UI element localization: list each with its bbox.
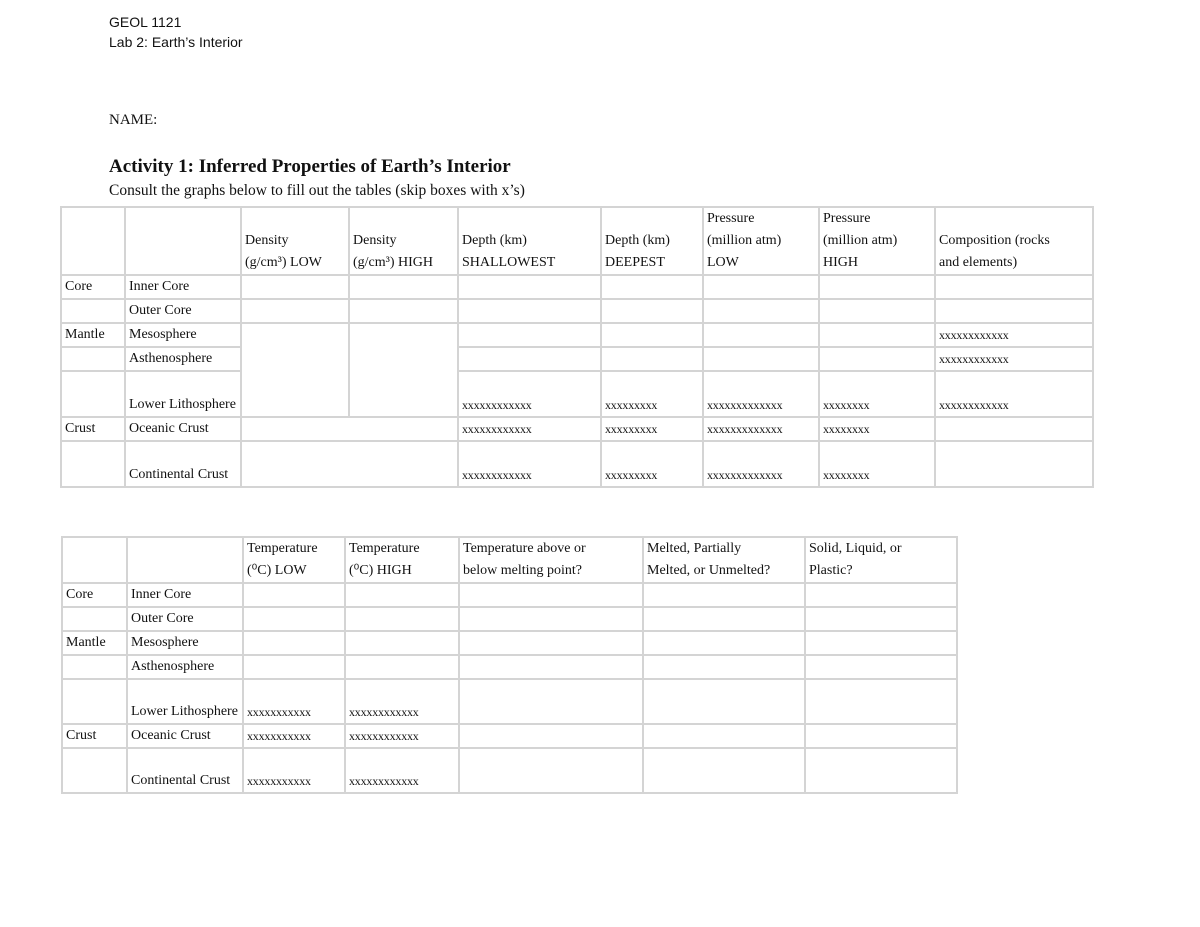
layer-label: Asthenosphere [127,655,243,679]
header-pressure-low: Pressure (million atm) LOW [703,207,819,275]
header-pressure-high: Pressure (million atm) HIGH [819,207,935,275]
layer-label: Mesosphere [127,631,243,655]
skip-cell: xxxxxxxxxxxx [345,679,459,724]
group-label-empty [61,441,125,487]
table-row [61,275,1093,299]
answer-cell[interactable] [345,607,459,631]
answer-cell[interactable] [643,631,805,655]
answer-cell[interactable] [349,323,458,417]
group-label-empty [61,299,125,323]
layer-label: Lower Lithosphere [127,679,243,724]
answer-cell[interactable] [805,583,957,607]
group-label: Core [62,583,127,607]
answer-cell[interactable] [703,299,819,323]
header-state: Solid, Liquid, or Plastic? [805,537,957,583]
layer-label: Continental Crust [125,441,241,487]
answer-cell[interactable] [459,655,643,679]
skip-cell: xxxxxxxxxxxx [935,347,1093,371]
answer-cell[interactable] [458,299,601,323]
table-row [62,748,957,793]
activity-title: Activity 1: Inferred Properties of Earth’s Interior [109,156,511,177]
table-row [61,299,1093,323]
group-label: Mantle [61,323,125,347]
table-row [62,655,957,679]
table-row [61,347,1093,371]
properties-table [60,206,1094,488]
answer-cell[interactable] [805,655,957,679]
name-label: NAME: [109,112,158,128]
skip-cell: xxxxxxxxxxx [243,724,345,748]
header-cell-empty [62,537,127,583]
skip-cell: xxxxxxxxx [601,371,703,417]
layer-label: Outer Core [125,299,241,323]
skip-cell: xxxxxxxxxxxxx [703,371,819,417]
layer-label: Oceanic Crust [127,724,243,748]
answer-cell[interactable] [643,655,805,679]
course-header [109,12,243,52]
skip-cell: xxxxxxxxxxx [243,748,345,793]
answer-cell[interactable] [243,631,345,655]
skip-cell: xxxxxxxx [819,371,935,417]
skip-cell: xxxxxxxxxxxx [345,724,459,748]
course-code: GEOL 1121 [109,14,182,30]
answer-cell[interactable] [243,607,345,631]
table-row [62,631,957,655]
skip-cell: xxxxxxxxxxxxx [703,441,819,487]
group-label-empty [62,655,127,679]
answer-cell[interactable] [459,679,643,724]
table-row [61,441,1093,487]
answer-cell[interactable] [805,748,957,793]
answer-cell[interactable] [703,347,819,371]
skip-cell: xxxxxxxxxxxx [458,417,601,441]
group-label: Core [61,275,125,299]
header-depth-deepest: Depth (km) DEEPEST [601,207,703,275]
table-header-row [62,537,957,583]
skip-cell: xxxxxxxxxxxx [345,748,459,793]
skip-cell: xxxxxxxx [819,417,935,441]
skip-cell: xxxxxxxxxxxx [458,371,601,417]
answer-cell[interactable] [459,583,643,607]
answer-cell[interactable] [458,347,601,371]
answer-cell[interactable] [935,441,1093,487]
answer-cell[interactable] [703,323,819,347]
layer-label: Outer Core [127,607,243,631]
answer-cell[interactable] [601,347,703,371]
layer-label: Mesosphere [125,323,241,347]
answer-cell[interactable] [805,631,957,655]
answer-cell[interactable] [458,323,601,347]
layer-label: Lower Lithosphere [125,371,241,417]
header-density-low: Density (g/cm³) LOW [241,207,349,275]
answer-cell[interactable] [241,275,349,299]
answer-cell[interactable] [703,275,819,299]
skip-cell: xxxxxxxxxxx [243,679,345,724]
answer-cell[interactable] [345,583,459,607]
table-row [62,583,957,607]
answer-cell[interactable] [601,275,703,299]
group-label-empty [62,679,127,724]
answer-cell[interactable] [819,299,935,323]
header-cell-empty [61,207,125,275]
group-label: Mantle [62,631,127,655]
table-row [61,371,1093,417]
skip-cell: xxxxxxxxx [601,417,703,441]
answer-cell[interactable] [243,583,345,607]
header-above-below-melting: Temperature above or below melting point? [459,537,643,583]
answer-cell[interactable] [819,275,935,299]
answer-cell[interactable] [459,631,643,655]
answer-cell[interactable] [345,631,459,655]
answer-cell[interactable] [805,607,957,631]
table-row [61,323,1093,347]
answer-cell[interactable] [459,748,643,793]
answer-cell[interactable] [643,748,805,793]
skip-cell: xxxxxxxx [819,441,935,487]
group-label-empty [61,371,125,417]
answer-cell[interactable] [805,724,957,748]
layer-label: Continental Crust [127,748,243,793]
activity-instructions: Consult the graphs below to fill out the tables (skip boxes with x’s) [109,182,525,199]
layer-label: Inner Core [127,583,243,607]
table-row [62,607,957,631]
answer-cell[interactable] [805,679,957,724]
table-row [62,679,957,724]
layer-label: Inner Core [125,275,241,299]
table-row [61,417,1093,441]
answer-cell[interactable] [935,417,1093,441]
answer-cell[interactable] [935,275,1093,299]
header-temp-high: Temperature (⁰C) HIGH [345,537,459,583]
answer-cell[interactable] [459,607,643,631]
answer-cell[interactable] [643,583,805,607]
temperature-table [61,536,958,794]
answer-cell[interactable] [345,655,459,679]
answer-cell[interactable] [601,323,703,347]
group-label-empty [62,748,127,793]
answer-cell[interactable] [601,299,703,323]
header-density-high: Density (g/cm³) HIGH [349,207,458,275]
header-cell-empty [125,207,241,275]
header-temp-low: Temperature (⁰C) LOW [243,537,345,583]
header-depth-shallowest: Depth (km) SHALLOWEST [458,207,601,275]
answer-cell[interactable] [459,724,643,748]
skip-cell: xxxxxxxxx [601,441,703,487]
group-label-empty [62,607,127,631]
skip-cell: xxxxxxxxxxxxx [703,417,819,441]
header-melted: Melted, Partially Melted, or Unmelted? [643,537,805,583]
group-label: Crust [62,724,127,748]
answer-cell[interactable] [241,441,458,487]
group-label-empty [61,347,125,371]
answer-cell[interactable] [643,607,805,631]
answer-cell[interactable] [241,299,349,323]
header-cell-empty [127,537,243,583]
answer-cell[interactable] [643,679,805,724]
answer-cell[interactable] [349,275,458,299]
answer-cell[interactable] [241,417,458,441]
layer-label: Asthenosphere [125,347,241,371]
skip-cell: xxxxxxxxxxxx [935,371,1093,417]
group-label: Crust [61,417,125,441]
answer-cell[interactable] [349,299,458,323]
answer-cell[interactable] [643,724,805,748]
layer-label: Oceanic Crust [125,417,241,441]
lab-title: Lab 2: Earth’s Interior [109,34,243,50]
answer-cell[interactable] [243,655,345,679]
answer-cell[interactable] [819,347,935,371]
answer-cell[interactable] [935,299,1093,323]
skip-cell: xxxxxxxxxxxx [935,323,1093,347]
table-row [62,724,957,748]
header-composition: Composition (rocks and elements) [935,207,1093,275]
table-header-row [61,207,1093,275]
answer-cell[interactable] [241,323,349,417]
answer-cell[interactable] [458,275,601,299]
skip-cell: xxxxxxxxxxxx [458,441,601,487]
answer-cell[interactable] [819,323,935,347]
